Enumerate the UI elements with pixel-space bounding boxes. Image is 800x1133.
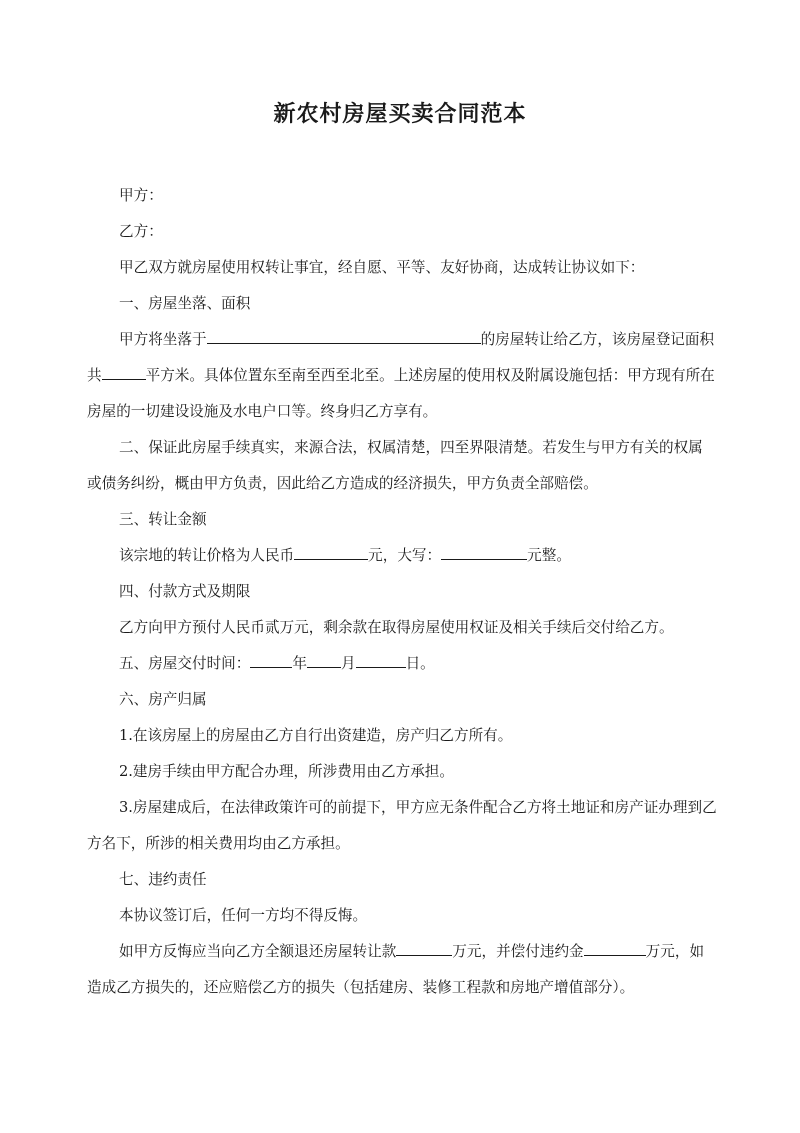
intro-paragraph: 甲乙双方就房屋使用权转让事宜，经自愿、平等、友好协商，达成转让协议如下：: [119, 259, 645, 276]
day-label: 日。: [405, 655, 435, 672]
section-3-text-b: 元，大写：: [368, 547, 442, 564]
area-blank: [102, 363, 146, 380]
party-b-line: 乙方：: [119, 223, 163, 240]
section-1-text-c: 平方米。具体位置东至南至西至北至。上述房屋的使用权及附属设施包括：甲方现有所在房屋的一切建设设施及水电户口等。终身归乙方享有。: [87, 367, 715, 420]
section-7-heading: 七、违约责任: [119, 871, 207, 888]
section-2-paragraph: 二、保证此房屋手续真实，来源合法，权属清楚，四至界限清楚。若发生与甲方有关的权属或债务纠纷，概由甲方负责，因此给乙方造成的经济损失，甲方负责全部赔偿。: [87, 439, 703, 492]
month-label: 月: [340, 655, 356, 672]
section-3-paragraph: [87, 538, 717, 574]
section-7-text-2-c: 万元，如造成乙方损失的，还应赔偿乙方的损失（包括建房、装修工程款和房地产增值部分）。: [87, 943, 705, 996]
year-label: 年: [292, 655, 307, 672]
document-body: [87, 178, 717, 1006]
day-blank: [356, 651, 406, 668]
refund-blank: [396, 939, 452, 956]
section-3-heading: 三、转让金额: [119, 511, 207, 528]
section-1-text-a: 甲方将坐落于: [119, 331, 207, 348]
section-7-text-2-b: 万元，并偿付违约金: [452, 943, 584, 960]
section-6-item-2: 2.建房手续由甲方配合办理，所涉费用由乙方承担。: [119, 763, 454, 780]
section-5-paragraph: [87, 646, 717, 682]
section-3-text-c: 元整。: [527, 547, 571, 564]
section-6-item-1: 1.在该房屋上的房屋由乙方自行出资建造，房产归乙方所有。: [119, 727, 513, 744]
location-blank: [207, 327, 481, 344]
section-7-text-2: [87, 934, 717, 1006]
section-5-text-a: 五、房屋交付时间：: [119, 655, 251, 672]
section-7-text-1: 本协议签订后，任何一方均不得反悔。: [119, 907, 368, 924]
year-blank: [250, 651, 292, 668]
month-blank: [307, 651, 341, 668]
section-3-text-a: 该宗地的转让价格为人民币: [119, 547, 295, 564]
party-a-line: 甲方：: [119, 187, 163, 204]
section-1-text-b: 的房屋转让给乙方，该房屋登记面积共: [87, 331, 715, 384]
section-6-heading: 六、房产归属: [119, 691, 207, 708]
section-1-heading: 一、房屋坐落、面积: [119, 295, 251, 312]
document-title: 新农村房屋买卖合同范本: [273, 101, 527, 127]
price-blank: [294, 543, 368, 560]
section-7-text-2-a: 如甲方反悔应当向乙方全额退还房屋转让款: [119, 943, 397, 960]
section-4-paragraph: 乙方向甲方预付人民币贰万元，剩余款在取得房屋使用权证及相关手续后交付给乙方。: [119, 619, 674, 636]
penalty-blank: [584, 939, 646, 956]
price-uppercase-blank: [441, 543, 527, 560]
section-1-paragraph: [87, 322, 717, 430]
section-6-item-3: 3.房屋建成后，在法律政策许可的前提下，甲方应无条件配合乙方将土地证和房产证办理到乙方名下，所涉的相关费用均由乙方承担。: [87, 799, 717, 852]
section-4-heading: 四、付款方式及期限: [119, 583, 251, 600]
